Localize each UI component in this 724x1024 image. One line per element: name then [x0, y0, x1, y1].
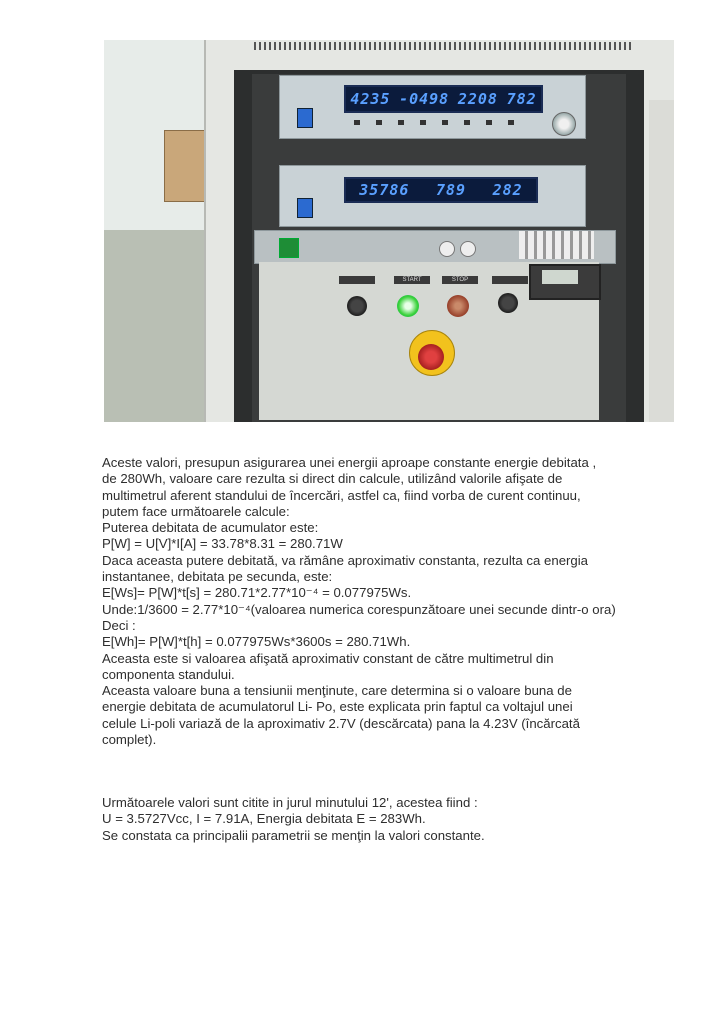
- text-line: Aceste valori, presupun asigurarea unei energii aproape constante energie debitata ,: [102, 455, 597, 470]
- power-switch: [279, 238, 299, 258]
- display2-value-1: 35786: [359, 181, 410, 199]
- text-line: Deci :: [102, 617, 136, 633]
- floor: [104, 230, 214, 422]
- start-label: START: [394, 276, 430, 284]
- text-line: Puterea debitata de acumulator este:: [102, 520, 319, 536]
- power-label: [492, 276, 528, 284]
- text-line: energie debitata de acumulatorul Li- Po, este explicata prin faptul ca voltajul unei: [102, 699, 573, 715]
- adjust-knob: [552, 112, 576, 136]
- closing-text: [102, 795, 672, 844]
- display1-value-4: 782: [506, 90, 537, 108]
- display1-value-2: -0498: [399, 90, 450, 108]
- values-line: U = 3.5727Vcc, I = 7.91A, Energia debitata E = 283Wh.: [102, 811, 426, 827]
- explanation-text: [102, 455, 672, 748]
- supply-keypad: [519, 231, 594, 259]
- text-line: Aceasta este si valoarea afişată aproximativ constant de către multimetrul din: [102, 650, 554, 666]
- rack-side-panel: [649, 100, 674, 422]
- text-line: complet).: [102, 732, 157, 748]
- power-meter-display: [344, 85, 543, 113]
- supply-knob-1: [439, 241, 455, 257]
- display2-value-2: 789: [435, 181, 467, 199]
- cabinet-vent: [254, 42, 634, 50]
- formula-line: P[W] = U[V]*I[A] = 33.78*8.31 = 280.71W: [102, 536, 343, 552]
- selector-knob: [347, 296, 367, 316]
- text-line: multimetrul aferent standului de încercări, astfel ca, fiind vorba de curent continuu,: [102, 487, 581, 503]
- power-knob: [498, 293, 518, 313]
- text-line: celule Li-poli variază de la aproximativ 2.7V (descărcata) pana la 4.23V (încărcată: [102, 715, 580, 731]
- text-line: instantanee, debitata pe secunda, este:: [102, 569, 333, 585]
- text-line: de 280Wh, valoare care rezulta si direct din calcule, utilizând valorile afişate de: [102, 471, 563, 487]
- text-line: Se constata ca principalii parametrii se menţin la valori constante.: [102, 827, 485, 843]
- supply-knob-2: [460, 241, 476, 257]
- meter-button: [297, 108, 313, 128]
- panel-meter-screen: [542, 270, 578, 284]
- text-line: Unde:1/3600 = 2.77*10⁻⁴(valoarea numerica corespunzătoare unei secunde dintr-o ora): [102, 601, 616, 617]
- display2-value-3: 282: [492, 181, 523, 199]
- start-button: [397, 295, 419, 317]
- formula-line: E[Ws]= P[W]*t[s] = 280.71*2.77*10⁻⁴ = 0.077975Ws.: [102, 585, 412, 601]
- formula-line: E[Wh]= P[W]*t[h] = 0.077975Ws*3600s = 280.71Wh.: [102, 634, 411, 650]
- test-stand-photo: [104, 40, 674, 422]
- text-line: Următoarele valori sunt citite in jurul minutului 12', acestea fiind :: [102, 795, 478, 810]
- load-button: [297, 198, 313, 218]
- indicator-strip: [354, 120, 514, 125]
- load-display: [344, 177, 538, 203]
- stop-label: STOP: [442, 276, 478, 284]
- stop-button: [447, 295, 469, 317]
- emergency-stop-button: [418, 344, 444, 370]
- text-line: Daca aceasta putere debitată, va rămâne aproximativ constanta, rezulta ca energia: [102, 552, 589, 568]
- text-line: putem face următoarele calcule:: [102, 503, 290, 519]
- status-label: [339, 276, 375, 284]
- display1-value-1: 4235: [350, 90, 391, 108]
- display1-value-3: 2208: [457, 90, 498, 108]
- text-line: Aceasta valoare buna a tensiunii menţinute, care determina si o valoare buna de: [102, 683, 572, 699]
- text-line: componenta standului.: [102, 666, 235, 682]
